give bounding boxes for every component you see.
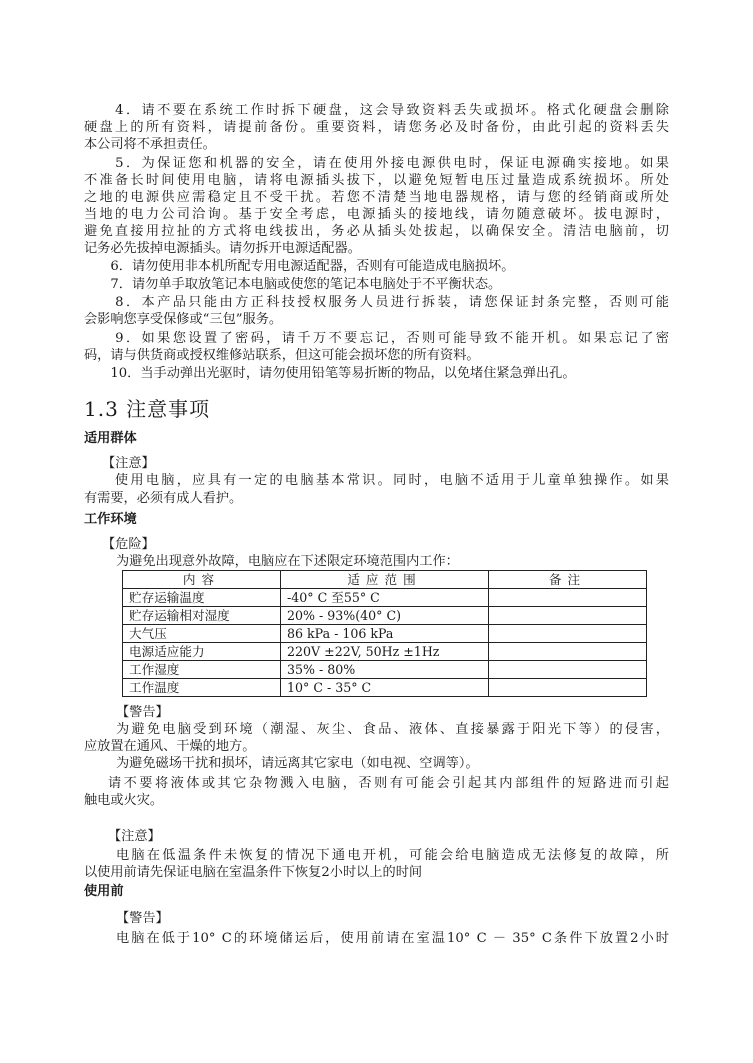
- column-header: 内容: [123, 571, 281, 589]
- paragraph-line: 电脑在低温条件未恢复的情况下通电开机，可能会给电脑造成无法修复的故障，所: [116, 848, 669, 863]
- table-row: [123, 625, 647, 643]
- section-title: 1.3 注意事项: [84, 397, 211, 421]
- table-row: [123, 589, 647, 607]
- notice-label: 【注意】: [108, 829, 161, 844]
- environment-table: [122, 570, 647, 697]
- table-cell: 工作湿度: [123, 661, 281, 679]
- table-cell: 贮存运输温度: [123, 589, 281, 607]
- table-cell: [489, 679, 647, 697]
- table-cell: [489, 589, 647, 607]
- paragraph-line: 触电或火灾。: [84, 793, 164, 808]
- table-cell: 大气压: [123, 625, 281, 643]
- paragraph-line: 硬盘上的所有资料，请提前备份。重要资料，请您务必及时备份，由此引起的资料丢失: [84, 120, 669, 135]
- table-row: [123, 643, 647, 661]
- paragraph-line: 为避免电脑受到环境（潮湿、灰尘、食品、液体、直接暴露于阳光下等）的侵害，: [116, 722, 669, 737]
- paragraph-line: 10．当手动弹出光驱时，请勿使用铅笔等易折断的物品，以免堵住紧急弹出孔。: [84, 366, 576, 381]
- paragraph-line: 以使用前请先保证电脑在室温条件下恢复2小时以上的时间: [84, 865, 423, 880]
- table-row: [123, 679, 647, 697]
- paragraph-line: 有需要，必须有成人看护。: [84, 491, 243, 506]
- table-cell: 35% - 80%: [281, 661, 489, 679]
- danger-label: 【危险】: [102, 537, 155, 552]
- table-row: [123, 661, 647, 679]
- column-header: 备注: [489, 571, 647, 589]
- table-cell: 工作温度: [123, 679, 281, 697]
- table-cell: [489, 607, 647, 625]
- paragraph-line: 避免直接用拉扯的方式将电线拔出，务必从插头处拔起，以确保安全。清洁电脑前，切: [84, 224, 669, 239]
- paragraph-line: 6．请勿使用非本机所配专用电源适配器，否则有可能造成电脑损坏。: [84, 259, 515, 274]
- notice-label: 【注意】: [102, 456, 155, 471]
- paragraph-line: 会影响您享受保修或“三包”服务。: [84, 312, 283, 327]
- subsection-heading: 工作环境: [84, 512, 137, 527]
- table-cell: 10° C - 35° C: [281, 679, 489, 697]
- table-cell: 20% - 93%(40° C): [281, 607, 489, 625]
- paragraph-line: 为避免磁场干扰和损坏，请远离其它家电（如电视、空调等）。: [116, 756, 479, 771]
- table-cell: 电源适应能力: [123, 643, 281, 661]
- table-cell: [489, 643, 647, 661]
- paragraph-line: 本公司将不承担责任。: [84, 137, 216, 152]
- table-cell: 220V ±22V, 50Hz ±1Hz: [281, 643, 489, 661]
- paragraph-line: 请不要将液体或其它杂物溅入电脑，否则有可能会引起其内部组件的短路进而引起: [108, 776, 669, 791]
- subsection-heading: 适用群体: [84, 431, 137, 446]
- paragraph-line: 不准备长时间使用电脑，请将电源插头拔下，以避免短暂电压过量造成系统损坏。所处: [84, 173, 669, 188]
- warning-label: 【警告】: [116, 705, 169, 720]
- paragraph-line: 电脑在低于10° C的环境储运后，使用前请在室温10° C － 35° C条件下放置2小时: [116, 931, 669, 946]
- table-header-row: [123, 571, 647, 589]
- table-cell: [489, 661, 647, 679]
- paragraph-line: 9．如果您设置了密码，请千万不要忘记，否则可能导致不能开机。如果忘记了密: [84, 331, 669, 346]
- table-row: [123, 607, 647, 625]
- paragraph-line: 5．为保证您和机器的安全，请在使用外接电源供电时，保证电源确实接地。如果: [84, 156, 669, 171]
- paragraph-line: 之地的电源供应需稳定且不受干扰。若您不清楚当地电器规格，请与您的经销商或所处: [84, 190, 669, 205]
- table-cell: [489, 625, 647, 643]
- warning-label: 【警告】: [116, 911, 169, 926]
- paragraph-line: 8．本产品只能由方正科技授权服务人员进行拆装，请您保证封条完整，否则可能: [84, 295, 669, 310]
- table-cell: 86 kPa - 106 kPa: [281, 625, 489, 643]
- paragraph-line: 应放置在通风、干燥的地方。: [84, 739, 256, 754]
- table-cell: -40° C 至55° C: [281, 589, 489, 607]
- subsection-heading: 使用前: [84, 884, 124, 899]
- table-cell: 贮存运输相对湿度: [123, 607, 281, 625]
- paragraph-line: 记务必先拔掉电源插头。请勿拆开电源适配器。: [84, 241, 361, 256]
- paragraph-line: 4．请不要在系统工作时拆下硬盘，这会导致资料丢失或损坏。格式化硬盘会删除: [84, 103, 669, 118]
- column-header: 适应范围: [281, 571, 489, 589]
- paragraph-line: 使用电脑，应具有一定的电脑基本常识。同时，电脑不适用于儿童单独操作。如果: [84, 473, 669, 488]
- paragraph-line: 当地的电力公司洽询。基于安全考虑，电源插头的接地线，请勿随意破坏。拔电源时，: [84, 207, 669, 222]
- paragraph-line: 7．请勿单手取放笔记本电脑或使您的笔记本电脑处于不平衡状态。: [84, 277, 502, 292]
- paragraph-line: 码，请与供货商或授权维修站联系，但这可能会损坏您的所有资料。: [84, 348, 480, 363]
- table-intro: 为避免出现意外故障，电脑应在下述限定环境范围内工作：: [116, 554, 459, 569]
